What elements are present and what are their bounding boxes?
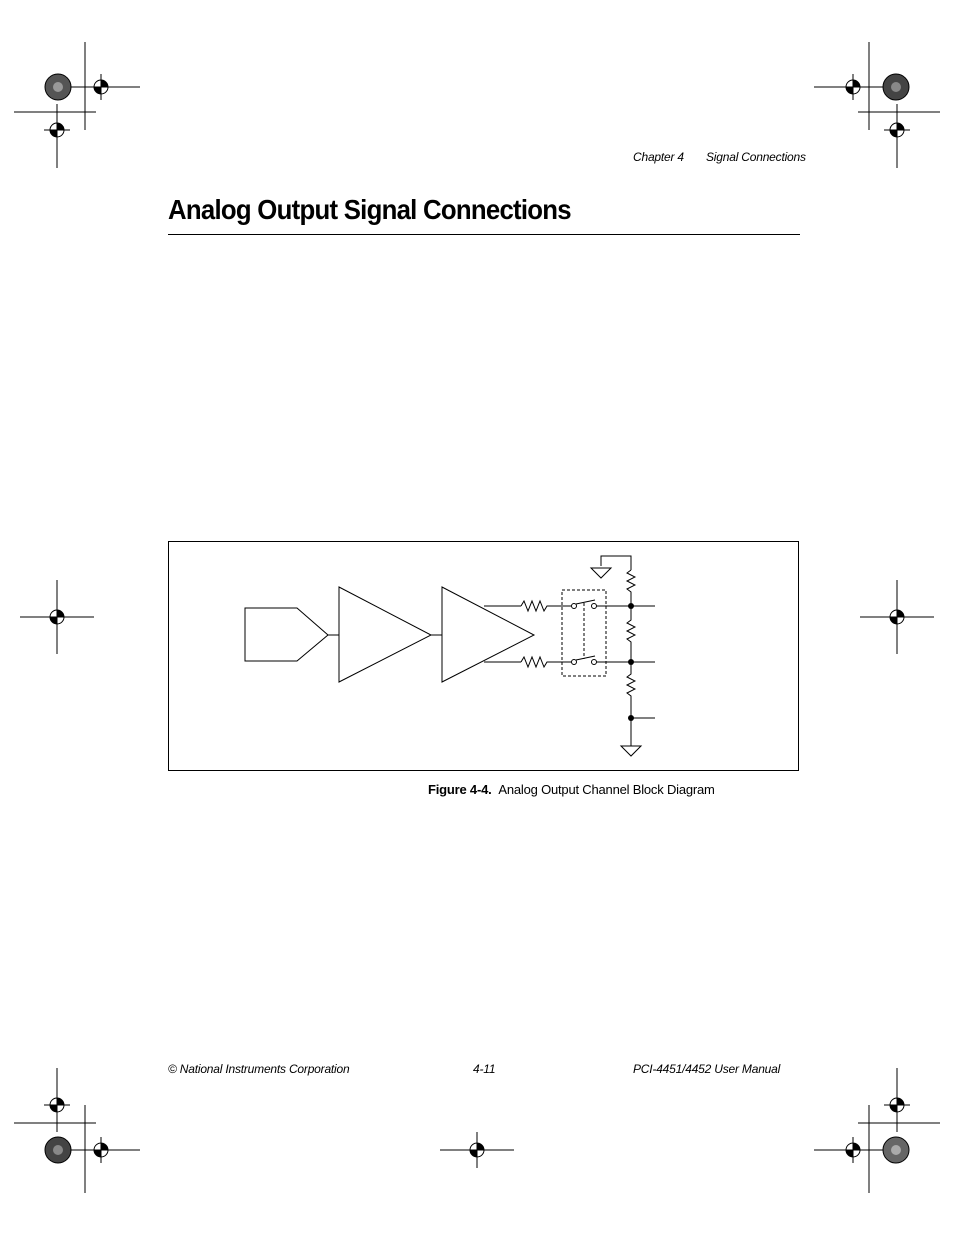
page-title: Analog Output Signal Connections — [168, 194, 571, 225]
figure-caption-text: Analog Output Channel Block Diagram — [498, 782, 715, 797]
footer-right: PCI-4451/4452 User Manual — [633, 1062, 781, 1076]
resistor-top — [521, 601, 571, 611]
figure-caption — [428, 782, 715, 797]
header-section: Signal Connections — [706, 150, 806, 164]
footer-page-number: 4-11 — [473, 1062, 496, 1076]
ground-top — [591, 568, 611, 578]
ground-bottom — [621, 746, 641, 756]
resistor-bottom — [521, 657, 571, 667]
header-chapter: Chapter 4 — [633, 150, 684, 164]
footer-left: © National Instruments Corporation — [168, 1062, 350, 1076]
amplifier-1 — [339, 587, 431, 682]
dac-block — [245, 608, 328, 661]
figure-caption-label: Figure 4-4. — [428, 782, 492, 797]
amplifier-2 — [442, 587, 534, 682]
